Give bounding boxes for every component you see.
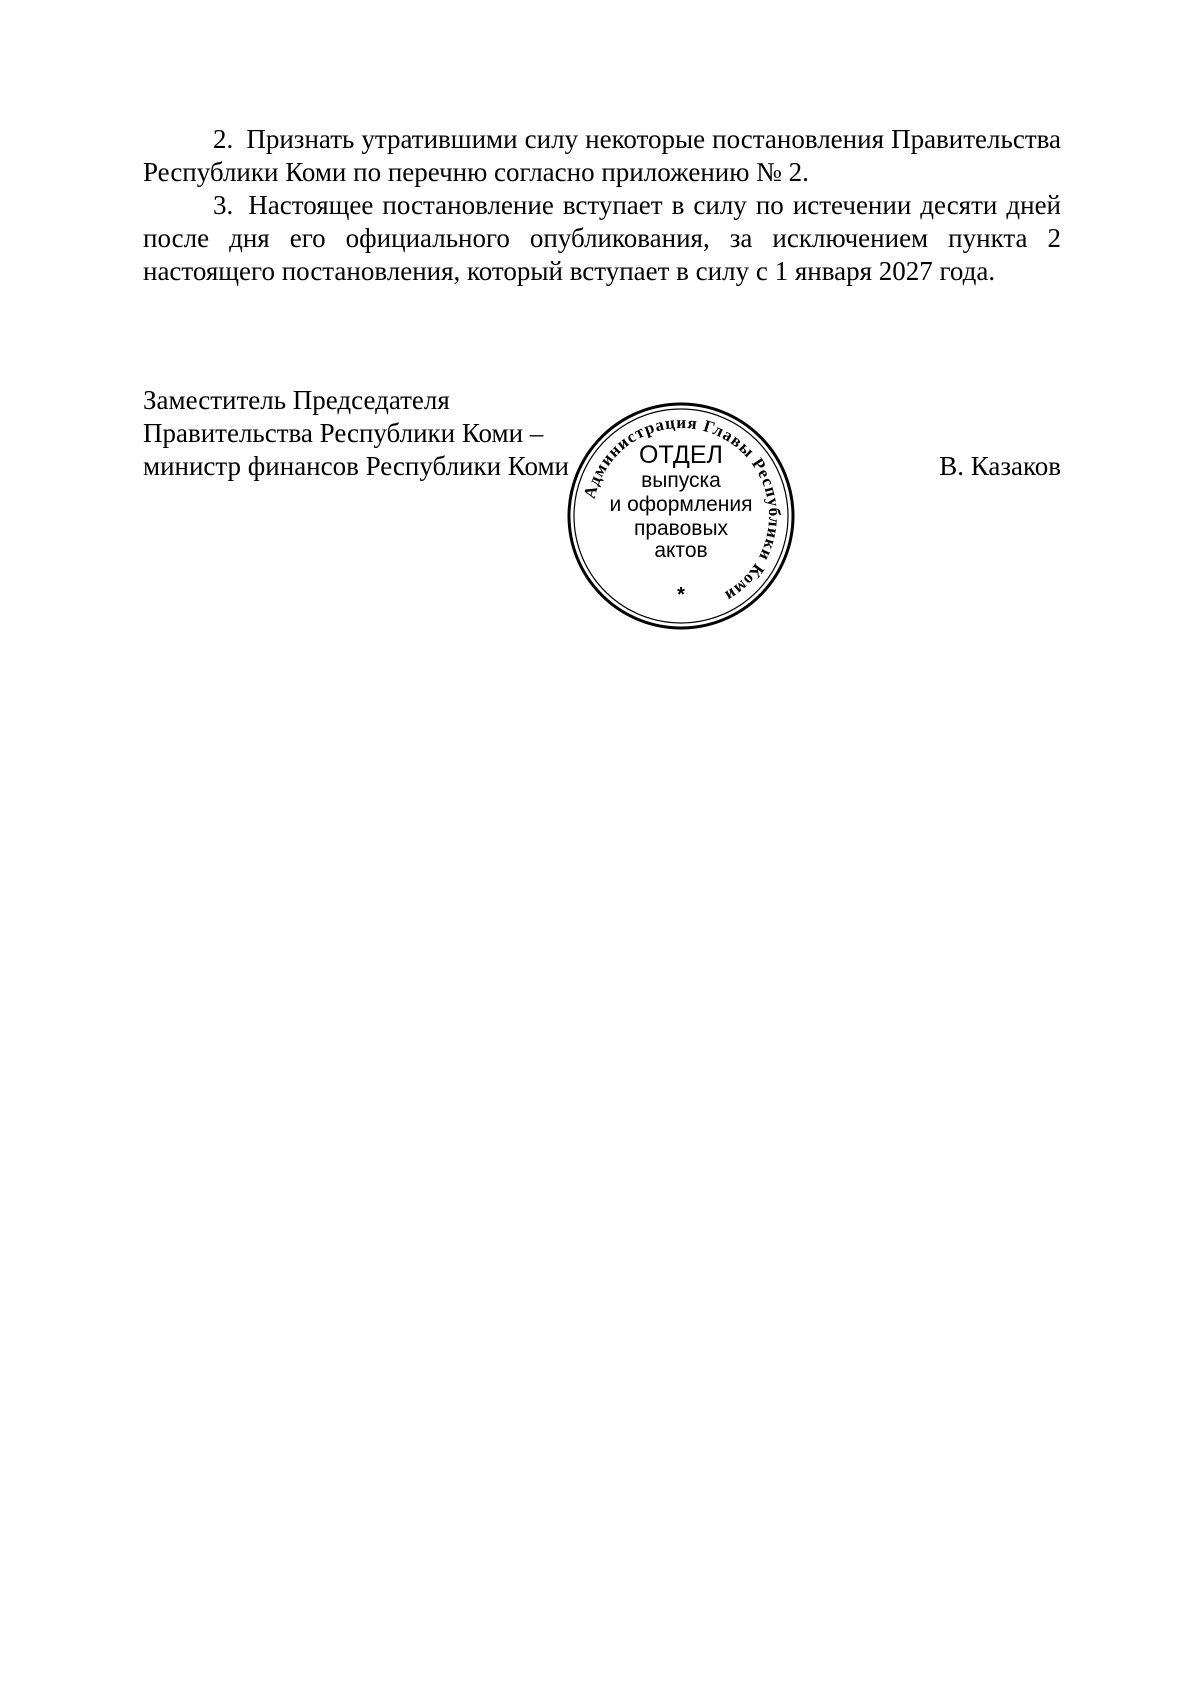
signer-title-line-2: Правительства Республики Коми –	[143, 418, 544, 448]
stamp-center-line-3: и оформления	[609, 493, 753, 516]
paragraph-2-text: Признать утратившими силу некоторые постановления Правительства Республики Коми по перечню согласно приложению № 2.	[143, 124, 1061, 187]
signer-title-line-1: Заместитель Председателя	[143, 385, 450, 415]
stamp-center-line-5: актов	[654, 539, 708, 562]
document-body	[143, 123, 1061, 288]
paragraph-3-text: Настоящее постановление вступает в силу по истечении десяти дней после дня его официального опубликования, за исключением пункта 2 настоящего постановления, который вступает в силу с 1 января 2027 года.	[143, 190, 1062, 286]
signer-name: В. Казаков	[939, 451, 1061, 481]
paragraph-3-number: 3.	[213, 190, 234, 220]
stamp-graphic	[566, 401, 796, 631]
paragraph-2	[143, 123, 1061, 189]
stamp-ring-text: Администрация Главы Республики Коми	[579, 412, 785, 607]
official-stamp	[566, 401, 796, 631]
stamp-center-line-2: выпуска	[641, 469, 721, 492]
paragraph-3	[143, 189, 1061, 288]
stamp-center-line-1: ОТДЕЛ	[639, 441, 723, 469]
stamp-center-line-4: правовых	[633, 517, 729, 540]
signer-title-line-3: министр финансов Республики Коми	[143, 451, 569, 481]
stamp-star-icon: *	[677, 584, 685, 606]
paragraph-2-number: 2.	[213, 124, 234, 154]
